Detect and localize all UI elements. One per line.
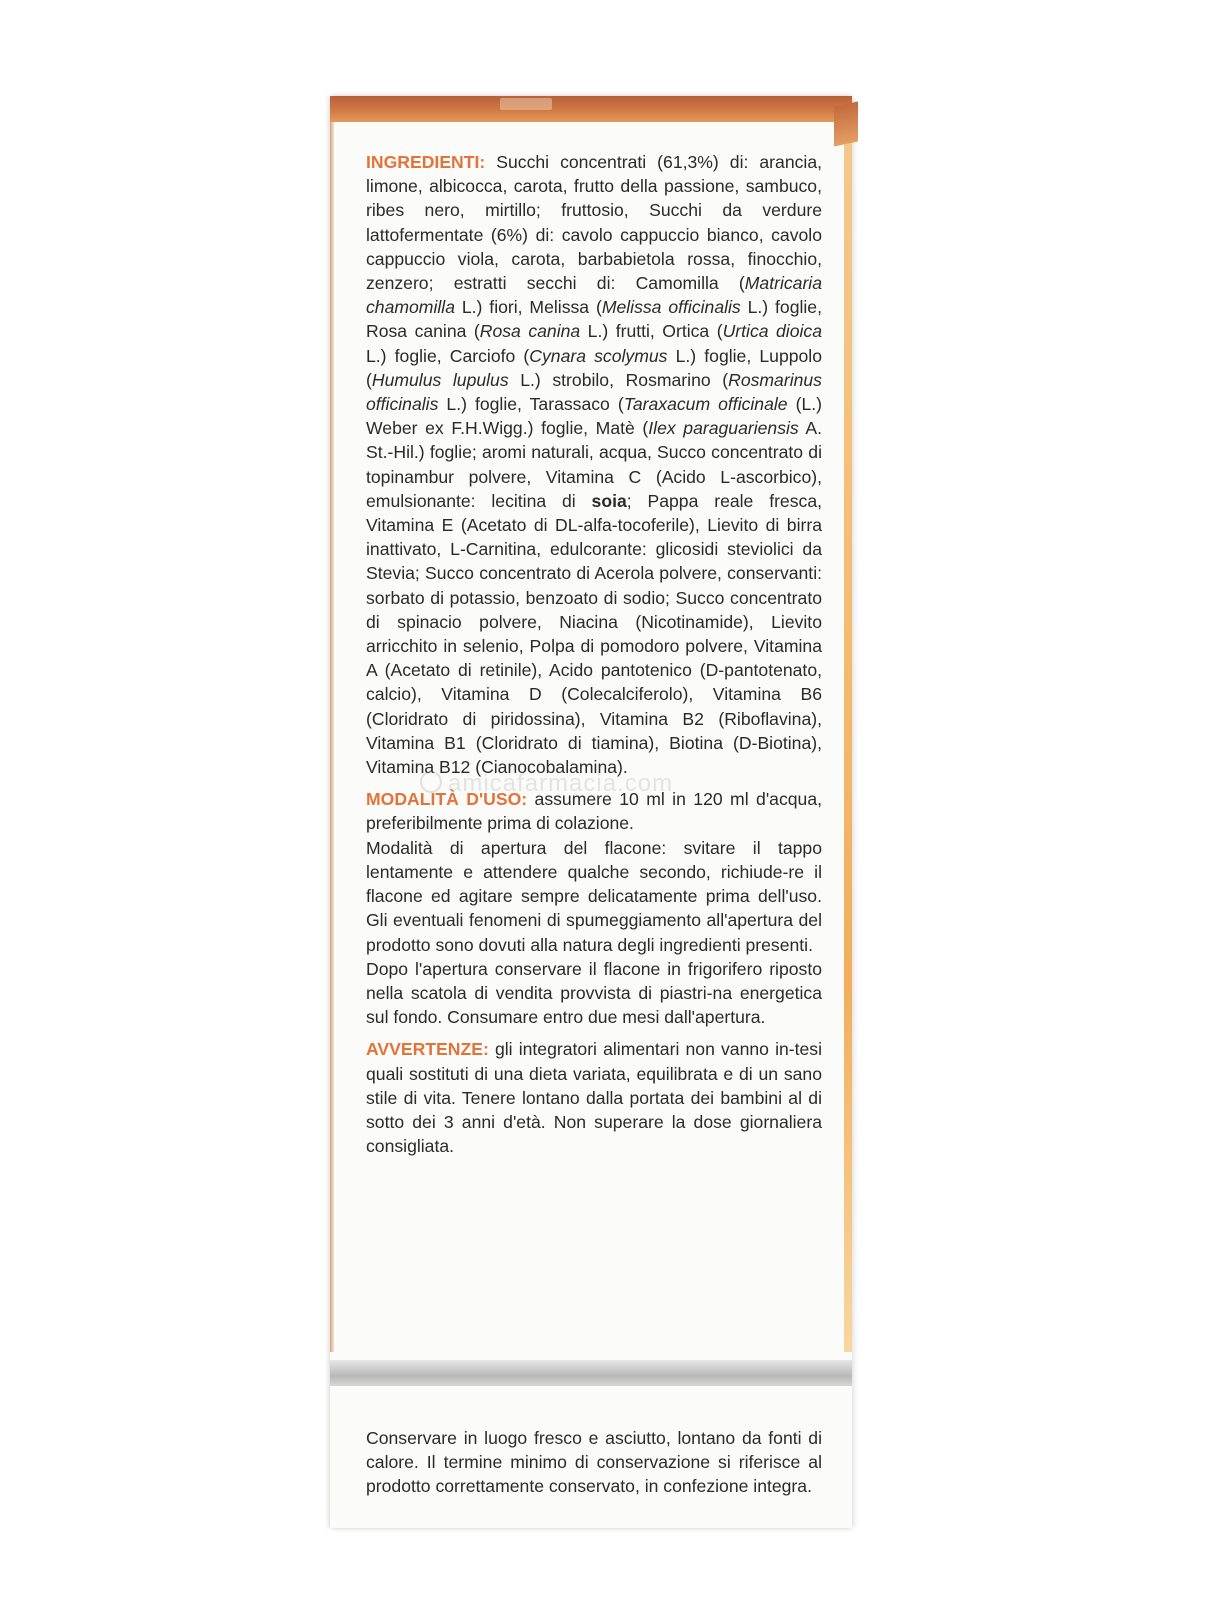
ingredients-text: Succhi concentrati (61,3%) di: arancia, limone, albicocca, carota, frutto della passione, sambuco, ribes nero, mirtillo; fruttosio, Succhi da verdure lattofermentate (6%) di: cavolo cappuccio bianco, cavolo cappuccio viola, carota, barbabietola rossa, finocchio, zenzero; estratti secchi di: Camomilla ( (366, 152, 822, 294)
box-top-print-mark (500, 98, 552, 110)
botanical-name: Rosa canina (479, 321, 581, 342)
botanical-name: Urtica dioica (722, 321, 822, 342)
after-opening-instructions: Dopo l'apertura conservare il flacone in frigorifero riposto nella scatola di vendita provvista di piastri-na energetica sul fondo. Consumare entro due mesi dall'apertura. (366, 958, 822, 1028)
usage-heading: MODALITÀ D'USO: (366, 789, 528, 810)
opening-instructions: Modalità di apertura del flacone: svitare il tappo lentamente e attendere qualche secondo, richiude-re il flacone ed agitare sempre delicatamente prima dell'uso. Gli eventuali fenomeni di spumeggiamento all'apertura del prodotto sono dovuti alla natura degli ingredienti presenti. (366, 837, 822, 955)
box-left-edge (330, 122, 334, 1352)
product-box-side-panel (330, 96, 852, 1528)
botanical-name: Cynara scolymus (529, 345, 668, 366)
label-text-block (366, 150, 822, 1158)
ingredients-heading: INGREDIENTI: (366, 152, 486, 172)
ingredients-text: L.) strobilo, Rosmarino ( (508, 369, 729, 390)
warnings-paragraph (366, 1037, 822, 1158)
warnings-text: gli integratori alimentari non vanno in-tesi quali sostituti di una dieta variata, equilibrata e di un sano stile di vita. Tenere lontano dalla portata dei bambini al di sotto dei 3 anni d'età. Non superare la dose giornaliera consigliata. (366, 1039, 822, 1157)
botanical-name: Rosmarinus officinalis (366, 369, 822, 415)
botanical-name: Melissa officinalis (601, 297, 741, 318)
ingredients-text: L.) foglie, Rosa canina ( (366, 297, 822, 342)
ingredients-text: L.) foglie, Tarassaco ( (438, 394, 624, 415)
watermark (420, 770, 673, 798)
storage-text: Conservare in luogo fresco e asciutto, lontano da fonti di calore. Il termine minimo di conservazione si riferisce al prodotto correttamente conservato, in confezione integra. (366, 1428, 822, 1497)
ingredients-text: (L.) Weber ex F.H.Wigg.) foglie, Matè ( (366, 394, 823, 439)
botanical-name: Humulus lupulus (371, 369, 509, 390)
allergen-highlight: soia (591, 490, 627, 511)
ingredients-text: L.) frutti, Ortica ( (580, 321, 723, 342)
ingredients-text: L.) foglie, Carciofo ( (366, 345, 530, 366)
box-right-edge (844, 122, 852, 1352)
gray-divider-band (330, 1360, 852, 1386)
botanical-name: Matricaria chamomilla (366, 273, 822, 318)
botanical-name: Taraxacum officinale (623, 394, 788, 415)
usage-text: assumere 10 ml in 120 ml d'acqua, preferibilmente prima di colazione. (366, 789, 822, 834)
ingredients-text: L.) fiori, Melissa ( (454, 297, 602, 318)
botanical-name: Ilex paraguariensis (648, 418, 799, 439)
watermark-logo-icon (420, 771, 442, 793)
ingredients-paragraph (366, 150, 822, 779)
ingredients-text: ; Pappa reale fresca, Vitamina E (Acetato di DL-alfa-tocoferile), Lievito di birra inattivato, L-Carnitina, edulcorante: glicosidi steviolici da Stevia; Succo concentrato di Acerola polvere, conservanti: sorbato di potassio, benzoato di sodio; Succo concentrato di spinacio polvere, Niacina (Nicotinamide), Lievito arricchito in selenio, Polpa di pomodoro polvere, Vitamina A (Acetato di retinile), Acido pantotenico (D-pantotenato, calcio), Vitamina D (Colecalciferolo), Vitamina B6 (Cloridrato di piridossina), Vitamina B2 (Riboflavina), Vitamina B1 (Cloridrato di tiamina), Biotina (D-Biotina), Vitamina B12 (Cianocobalamina). (366, 490, 822, 778)
ingredients-text: L.) foglie, Luppolo ( (366, 345, 822, 390)
box-top-flap (834, 101, 858, 146)
warnings-heading: AVVERTENZE: (366, 1039, 489, 1060)
ingredients-text: A. St.-Hil.) foglie; aromi naturali, acqua, Succo concentrato di topinambur polvere, Vitamina C (Acido L-ascorbico), emulsionante: lecitina di (366, 418, 822, 511)
watermark-text: amicafarmacia.com (448, 770, 674, 797)
box-top-edge (330, 96, 852, 122)
storage-block (366, 1426, 822, 1499)
